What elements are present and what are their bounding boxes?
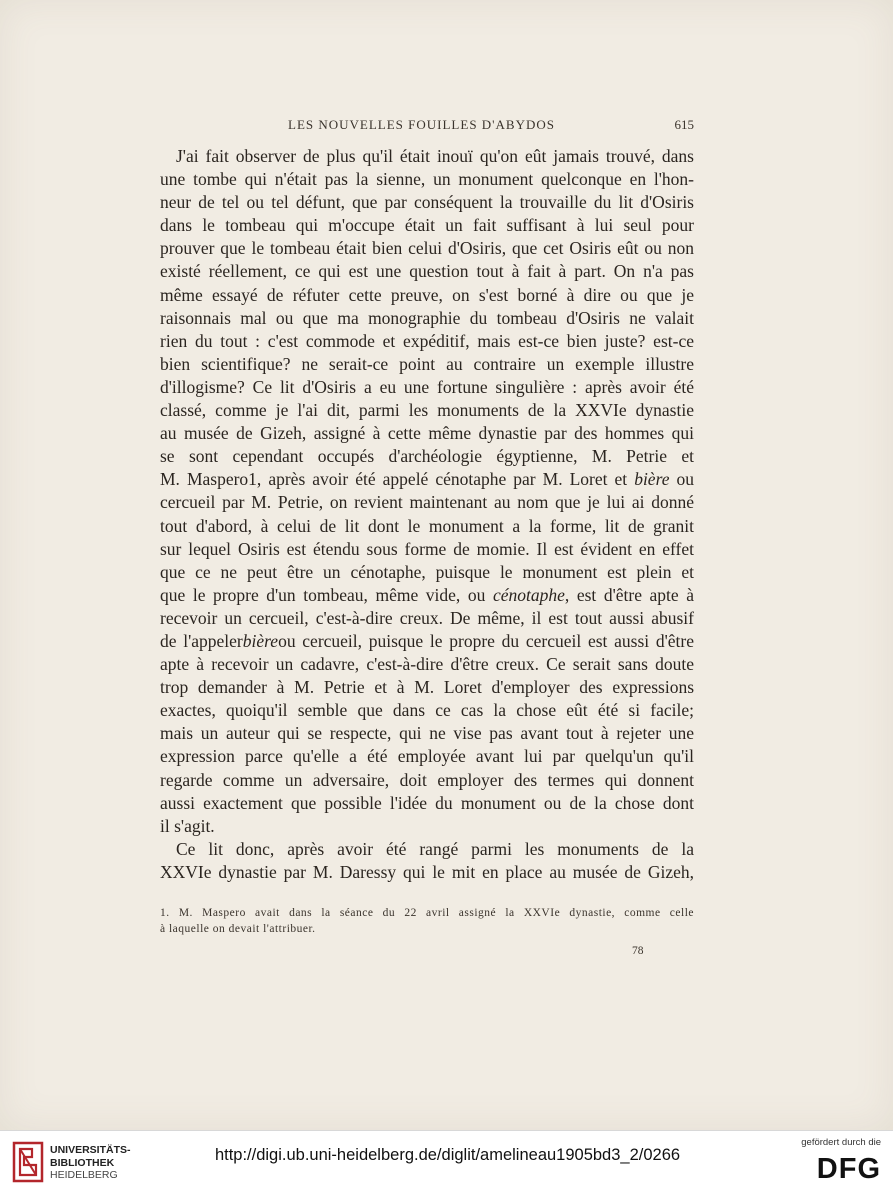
- text-line: tout d'abord, à celui de lit dont le monument a la forme, lit de granit: [160, 515, 694, 536]
- text-line: prouver que le tombeau était bien celui d'Osiris, que cet Osiris eût ou non: [160, 238, 694, 259]
- text-line: expression parce qu'elle a été employée avant lui par quelqu'un qu'il: [160, 746, 694, 767]
- text-line: Ce lit donc, après avoir été rangé parmi les monuments de la: [176, 838, 694, 859]
- text-line: neur de tel ou tel défunt, que par conséquent la trouvaille du lit d'Osiris: [160, 192, 694, 213]
- viewer-footer: [0, 1130, 893, 1194]
- text-line: XXVIe dynastie par M. Daressy qui le mit en place au musée de Gizeh,: [160, 861, 694, 882]
- page-header: [160, 117, 694, 137]
- text-line: dans le tombeau qui m'occupe était un fait suffisant à lui seul pour: [160, 215, 694, 236]
- italic-word: bière: [242, 630, 279, 651]
- paragraph-1: [160, 145, 694, 838]
- body-text: [160, 145, 694, 884]
- text-line: mais un auteur qui se respecte, qui ne vise pas avant tout à rejeter une: [160, 723, 694, 744]
- text-line: J'ai fait observer de plus qu'il était inouï qu'on eût jamais trouvé, dans: [176, 146, 694, 166]
- page-url-link[interactable]: http://digi.ub.uni-heidelberg.de/diglit/amelineau1905bd3_2/0266: [214, 1146, 681, 1164]
- library-name-line1: UNIVERSITÄTS-: [50, 1144, 131, 1156]
- text-line: que ce ne peut être un cénotaphe, puisque le monument est plein et: [160, 561, 694, 582]
- text-segment: , est d'être apte à: [564, 584, 695, 605]
- text-line: exactes, quoiqu'il semble que dans ce cas la chose eût été si facile;: [160, 700, 694, 721]
- text-line: aussi exactement que possible l'idée du monument ou de la chose dont: [160, 792, 694, 813]
- text-segment: ou cercueil, puisque le propre du cercueil est aussi d'être: [278, 630, 694, 651]
- library-name-line2: BIBLIOTHEK: [50, 1156, 115, 1169]
- library-name-line3: HEIDELBERG: [50, 1169, 118, 1181]
- library-logo-text: [50, 1144, 131, 1182]
- page-number: 615: [674, 117, 694, 132]
- text-segment: que le propre d'un tombeau, même vide, ou: [160, 584, 486, 605]
- text-line: trop demander à M. Petrie et à M. Loret d'employer des expressions: [160, 677, 694, 698]
- text-line: même essayé de réfuter cette preuve, on s'est borné à dire ou que je: [160, 284, 694, 305]
- italic-word: bière: [634, 469, 670, 490]
- running-head: LES NOUVELLES FOUILLES D'ABYDOS: [288, 117, 555, 132]
- text-line-mixed: [160, 584, 694, 607]
- text-line: cercueil par M. Petrie, on revient maintenant au nom que je lui ai donné: [160, 492, 694, 513]
- text-line-mixed: [160, 630, 694, 653]
- text-line: d'illogisme? Ce lit d'Osiris a eu une fortune singulière : après avoir été: [160, 376, 694, 397]
- text-line: recevoir un cercueil, c'est-à-dire creux. De même, il est tout aussi abusif: [160, 607, 694, 628]
- text-segment: ou: [676, 469, 695, 490]
- text-line-mixed: [160, 468, 694, 491]
- text-line: existé réellement, ce qui est une question tout à fait à part. On n'a pas: [160, 261, 694, 282]
- text-line: sur lequel Osiris est étendu sous forme de momie. Il est évident en effet: [160, 538, 694, 559]
- text-line: il s'agit.: [160, 815, 215, 836]
- footnote-line: à laquelle on devait l'attribuer.: [160, 923, 316, 935]
- dfg-logo: DFG: [816, 1153, 881, 1185]
- text-segment: de l'appeler: [160, 630, 243, 651]
- text-line: se sont cependant occupés d'archéologie égyptienne, M. Petrie et: [160, 446, 694, 467]
- text-line: regarde comme un adversaire, doit employer des termes qui donnent: [160, 769, 694, 790]
- library-logo[interactable]: [12, 1141, 152, 1185]
- funder-block[interactable]: [793, 1137, 881, 1189]
- text-line: raisonnais mal ou que ma monographie du tombeau d'Osiris ne valait: [160, 307, 694, 328]
- text-line: une tombe qui n'était pas la sienne, un monument quelconque en l'hon-: [160, 169, 694, 190]
- text-line: bien scientifique? ne serait-ce point au contraire un exemple illustre: [160, 353, 694, 374]
- signature-mark: 78: [632, 945, 644, 957]
- funder-caption: gefördert durch die: [801, 1137, 881, 1148]
- italic-word: cénotaphe: [492, 584, 565, 605]
- footnote: [160, 905, 694, 937]
- text-line: rien du tout : c'est commode et expéditif, mais est-ce bien juste? est-ce: [160, 330, 694, 351]
- text-line: classé, comme je l'ai dit, parmi les monuments de la XXVIe dynastie: [160, 400, 694, 421]
- text-line: au musée de Gizeh, assigné à cette même dynastie par des hommes qui: [160, 423, 694, 444]
- text-line: apte à recevoir un cadavre, c'est-à-dire d'être creux. Ce serait sans doute: [160, 654, 694, 675]
- footnote-line: 1. M. Maspero avait dans la séance du 22 avril assigné la XXVIe dynastie, comme celle: [160, 907, 694, 919]
- library-logo-icon: [12, 1141, 44, 1183]
- paragraph-2: [160, 838, 694, 884]
- text-segment: M. Maspero1, après avoir été appelé cénotaphe par M. Loret et: [160, 469, 628, 490]
